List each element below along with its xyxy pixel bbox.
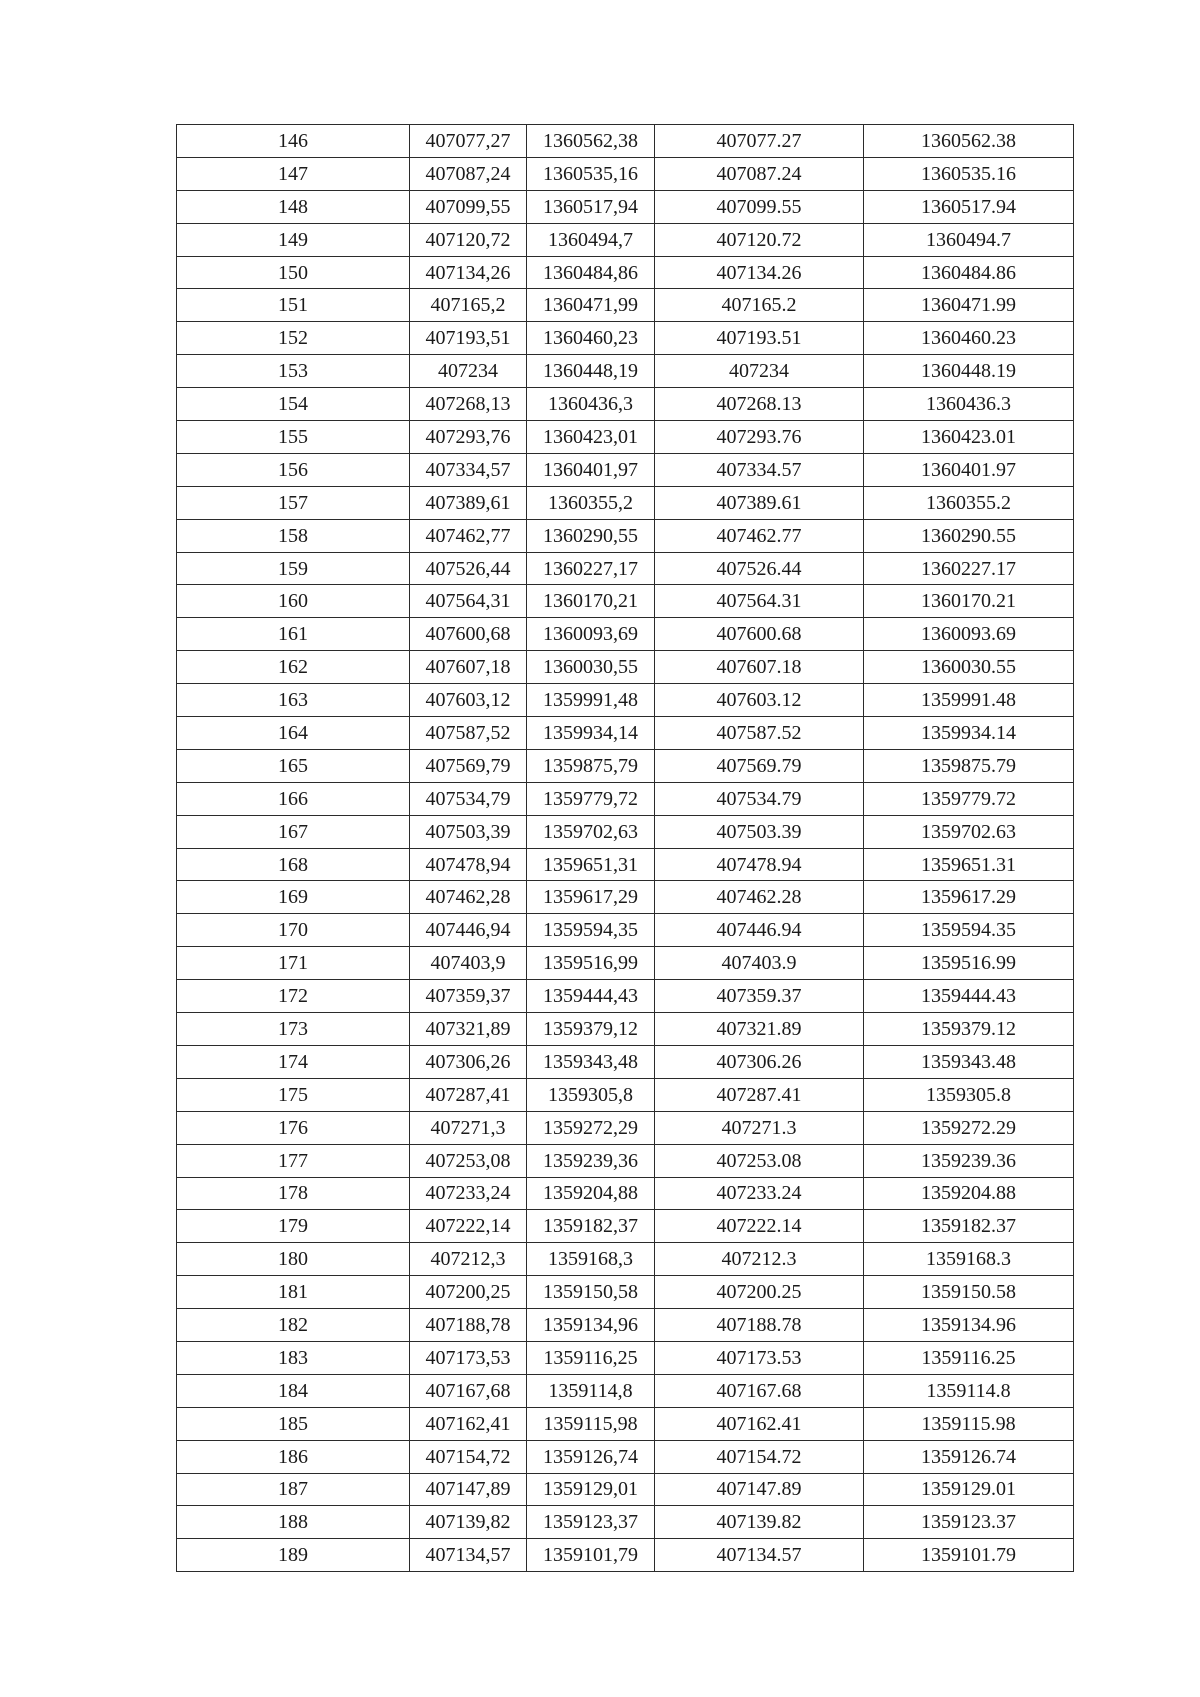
- x-comma-cell: 407359,37: [410, 980, 527, 1013]
- table-row: [177, 421, 1074, 454]
- table-row: [177, 1013, 1074, 1046]
- y-dot-cell: 1360355.2: [864, 486, 1074, 519]
- point-number-cell: 171: [177, 947, 410, 980]
- x-dot-cell: 407462.28: [655, 881, 864, 914]
- y-dot-cell: 1359239.36: [864, 1144, 1074, 1177]
- x-comma-cell: 407334,57: [410, 453, 527, 486]
- y-comma-cell: 1360093,69: [527, 618, 655, 651]
- y-comma-cell: 1360460,23: [527, 322, 655, 355]
- y-comma-cell: 1359617,29: [527, 881, 655, 914]
- x-dot-cell: 407193.51: [655, 322, 864, 355]
- x-dot-cell: 407087.24: [655, 157, 864, 190]
- point-number-cell: 157: [177, 486, 410, 519]
- x-comma-cell: 407077,27: [410, 125, 527, 158]
- y-dot-cell: 1359594.35: [864, 914, 1074, 947]
- x-dot-cell: 407462.77: [655, 519, 864, 552]
- point-number-cell: 185: [177, 1407, 410, 1440]
- x-dot-cell: 407147.89: [655, 1473, 864, 1506]
- x-dot-cell: 407287.41: [655, 1078, 864, 1111]
- point-number-cell: 182: [177, 1309, 410, 1342]
- y-dot-cell: 1360471.99: [864, 289, 1074, 322]
- y-dot-cell: 1359379.12: [864, 1013, 1074, 1046]
- point-number-cell: 147: [177, 157, 410, 190]
- y-comma-cell: 1359343,48: [527, 1045, 655, 1078]
- x-comma-cell: 407569,79: [410, 749, 527, 782]
- x-comma-cell: 407600,68: [410, 618, 527, 651]
- x-dot-cell: 407478.94: [655, 848, 864, 881]
- x-dot-cell: 407306.26: [655, 1045, 864, 1078]
- point-number-cell: 188: [177, 1506, 410, 1539]
- x-comma-cell: 407446,94: [410, 914, 527, 947]
- y-dot-cell: 1359114.8: [864, 1374, 1074, 1407]
- table-row: [177, 684, 1074, 717]
- point-number-cell: 156: [177, 453, 410, 486]
- table-row: [177, 1276, 1074, 1309]
- y-dot-cell: 1359875.79: [864, 749, 1074, 782]
- x-comma-cell: 407526,44: [410, 552, 527, 585]
- x-comma-cell: 407162,41: [410, 1407, 527, 1440]
- y-comma-cell: 1360423,01: [527, 421, 655, 454]
- x-comma-cell: 407173,53: [410, 1341, 527, 1374]
- table-row: [177, 749, 1074, 782]
- y-comma-cell: 1359305,8: [527, 1078, 655, 1111]
- x-dot-cell: 407099.55: [655, 190, 864, 223]
- x-comma-cell: 407587,52: [410, 717, 527, 750]
- y-dot-cell: 1360227.17: [864, 552, 1074, 585]
- x-dot-cell: 407253.08: [655, 1144, 864, 1177]
- y-comma-cell: 1359115,98: [527, 1407, 655, 1440]
- table-row: [177, 1243, 1074, 1276]
- table-row: [177, 1144, 1074, 1177]
- point-number-cell: 170: [177, 914, 410, 947]
- table-row: [177, 1341, 1074, 1374]
- coordinates-table-body: [177, 125, 1074, 1572]
- x-dot-cell: 407526.44: [655, 552, 864, 585]
- x-dot-cell: 407212.3: [655, 1243, 864, 1276]
- x-comma-cell: 407188,78: [410, 1309, 527, 1342]
- x-comma-cell: 407478,94: [410, 848, 527, 881]
- table-row: [177, 914, 1074, 947]
- point-number-cell: 148: [177, 190, 410, 223]
- x-comma-cell: 407534,79: [410, 782, 527, 815]
- point-number-cell: 154: [177, 388, 410, 421]
- y-dot-cell: 1360436.3: [864, 388, 1074, 421]
- y-dot-cell: 1359150.58: [864, 1276, 1074, 1309]
- x-comma-cell: 407234: [410, 355, 527, 388]
- y-comma-cell: 1360562,38: [527, 125, 655, 158]
- y-dot-cell: 1359305.8: [864, 1078, 1074, 1111]
- x-dot-cell: 407569.79: [655, 749, 864, 782]
- y-comma-cell: 1359991,48: [527, 684, 655, 717]
- x-dot-cell: 407564.31: [655, 585, 864, 618]
- x-dot-cell: 407139.82: [655, 1506, 864, 1539]
- point-number-cell: 180: [177, 1243, 410, 1276]
- y-comma-cell: 1360448,19: [527, 355, 655, 388]
- point-number-cell: 169: [177, 881, 410, 914]
- y-dot-cell: 1359516.99: [864, 947, 1074, 980]
- x-dot-cell: 407403.9: [655, 947, 864, 980]
- x-dot-cell: 407600.68: [655, 618, 864, 651]
- x-dot-cell: 407222.14: [655, 1210, 864, 1243]
- y-dot-cell: 1360170.21: [864, 585, 1074, 618]
- y-comma-cell: 1360471,99: [527, 289, 655, 322]
- x-dot-cell: 407167.68: [655, 1374, 864, 1407]
- y-dot-cell: 1359116.25: [864, 1341, 1074, 1374]
- point-number-cell: 186: [177, 1440, 410, 1473]
- y-dot-cell: 1360401.97: [864, 453, 1074, 486]
- x-comma-cell: 407603,12: [410, 684, 527, 717]
- table-row: [177, 125, 1074, 158]
- y-dot-cell: 1360460.23: [864, 322, 1074, 355]
- x-comma-cell: 407403,9: [410, 947, 527, 980]
- point-number-cell: 184: [177, 1374, 410, 1407]
- point-number-cell: 172: [177, 980, 410, 1013]
- y-comma-cell: 1359168,3: [527, 1243, 655, 1276]
- point-number-cell: 177: [177, 1144, 410, 1177]
- x-comma-cell: 407212,3: [410, 1243, 527, 1276]
- point-number-cell: 175: [177, 1078, 410, 1111]
- x-comma-cell: 407287,41: [410, 1078, 527, 1111]
- y-comma-cell: 1359101,79: [527, 1539, 655, 1572]
- table-row: [177, 717, 1074, 750]
- table-row: [177, 486, 1074, 519]
- y-comma-cell: 1360290,55: [527, 519, 655, 552]
- y-dot-cell: 1360517.94: [864, 190, 1074, 223]
- y-comma-cell: 1360401,97: [527, 453, 655, 486]
- x-comma-cell: 407120,72: [410, 223, 527, 256]
- table-row: [177, 1506, 1074, 1539]
- table-row: [177, 651, 1074, 684]
- y-comma-cell: 1360535,16: [527, 157, 655, 190]
- table-row: [177, 1374, 1074, 1407]
- x-dot-cell: 407359.37: [655, 980, 864, 1013]
- table-row: [177, 157, 1074, 190]
- point-number-cell: 165: [177, 749, 410, 782]
- table-row: [177, 1309, 1074, 1342]
- y-dot-cell: 1359343.48: [864, 1045, 1074, 1078]
- y-comma-cell: 1360227,17: [527, 552, 655, 585]
- point-number-cell: 187: [177, 1473, 410, 1506]
- point-number-cell: 166: [177, 782, 410, 815]
- x-dot-cell: 407534.79: [655, 782, 864, 815]
- x-dot-cell: 407233.24: [655, 1177, 864, 1210]
- table-row: [177, 519, 1074, 552]
- y-comma-cell: 1359204,88: [527, 1177, 655, 1210]
- point-number-cell: 160: [177, 585, 410, 618]
- y-comma-cell: 1359134,96: [527, 1309, 655, 1342]
- x-comma-cell: 407200,25: [410, 1276, 527, 1309]
- table-row: [177, 947, 1074, 980]
- y-dot-cell: 1359934.14: [864, 717, 1074, 750]
- x-comma-cell: 407503,39: [410, 815, 527, 848]
- table-row: [177, 1440, 1074, 1473]
- y-dot-cell: 1359168.3: [864, 1243, 1074, 1276]
- point-number-cell: 176: [177, 1111, 410, 1144]
- y-dot-cell: 1360030.55: [864, 651, 1074, 684]
- x-dot-cell: 407200.25: [655, 1276, 864, 1309]
- point-number-cell: 181: [177, 1276, 410, 1309]
- x-comma-cell: 407293,76: [410, 421, 527, 454]
- y-comma-cell: 1359444,43: [527, 980, 655, 1013]
- x-comma-cell: 407165,2: [410, 289, 527, 322]
- point-number-cell: 146: [177, 125, 410, 158]
- x-dot-cell: 407188.78: [655, 1309, 864, 1342]
- y-dot-cell: 1360484.86: [864, 256, 1074, 289]
- x-dot-cell: 407134.57: [655, 1539, 864, 1572]
- x-comma-cell: 407462,77: [410, 519, 527, 552]
- x-comma-cell: 407564,31: [410, 585, 527, 618]
- y-comma-cell: 1359126,74: [527, 1440, 655, 1473]
- y-dot-cell: 1359702.63: [864, 815, 1074, 848]
- y-dot-cell: 1360562.38: [864, 125, 1074, 158]
- x-dot-cell: 407162.41: [655, 1407, 864, 1440]
- point-number-cell: 183: [177, 1341, 410, 1374]
- x-dot-cell: 407077.27: [655, 125, 864, 158]
- table-row: [177, 289, 1074, 322]
- x-dot-cell: 407503.39: [655, 815, 864, 848]
- y-comma-cell: 1360517,94: [527, 190, 655, 223]
- y-dot-cell: 1359617.29: [864, 881, 1074, 914]
- x-comma-cell: 407193,51: [410, 322, 527, 355]
- y-dot-cell: 1360290.55: [864, 519, 1074, 552]
- table-row: [177, 1177, 1074, 1210]
- y-comma-cell: 1359594,35: [527, 914, 655, 947]
- y-comma-cell: 1360170,21: [527, 585, 655, 618]
- y-dot-cell: 1359126.74: [864, 1440, 1074, 1473]
- coordinates-table: [176, 124, 1074, 1572]
- table-row: [177, 1111, 1074, 1144]
- point-number-cell: 168: [177, 848, 410, 881]
- x-dot-cell: 407389.61: [655, 486, 864, 519]
- table-row: [177, 1407, 1074, 1440]
- point-number-cell: 149: [177, 223, 410, 256]
- x-dot-cell: 407603.12: [655, 684, 864, 717]
- point-number-cell: 173: [177, 1013, 410, 1046]
- y-dot-cell: 1360423.01: [864, 421, 1074, 454]
- x-dot-cell: 407173.53: [655, 1341, 864, 1374]
- y-comma-cell: 1359272,29: [527, 1111, 655, 1144]
- point-number-cell: 163: [177, 684, 410, 717]
- table-row: [177, 552, 1074, 585]
- table-row: [177, 585, 1074, 618]
- point-number-cell: 159: [177, 552, 410, 585]
- y-dot-cell: 1360093.69: [864, 618, 1074, 651]
- x-dot-cell: 407334.57: [655, 453, 864, 486]
- table-row: [177, 1045, 1074, 1078]
- y-dot-cell: 1359444.43: [864, 980, 1074, 1013]
- x-comma-cell: 407167,68: [410, 1374, 527, 1407]
- y-dot-cell: 1360494.7: [864, 223, 1074, 256]
- y-dot-cell: 1359129.01: [864, 1473, 1074, 1506]
- y-dot-cell: 1359779.72: [864, 782, 1074, 815]
- x-dot-cell: 407120.72: [655, 223, 864, 256]
- x-comma-cell: 407306,26: [410, 1045, 527, 1078]
- y-dot-cell: 1359991.48: [864, 684, 1074, 717]
- point-number-cell: 150: [177, 256, 410, 289]
- x-dot-cell: 407134.26: [655, 256, 864, 289]
- y-comma-cell: 1359123,37: [527, 1506, 655, 1539]
- table-row: [177, 223, 1074, 256]
- x-comma-cell: 407134,57: [410, 1539, 527, 1572]
- x-comma-cell: 407233,24: [410, 1177, 527, 1210]
- y-comma-cell: 1359114,8: [527, 1374, 655, 1407]
- point-number-cell: 153: [177, 355, 410, 388]
- point-number-cell: 179: [177, 1210, 410, 1243]
- x-dot-cell: 407587.52: [655, 717, 864, 750]
- x-comma-cell: 407607,18: [410, 651, 527, 684]
- point-number-cell: 158: [177, 519, 410, 552]
- table-row: [177, 782, 1074, 815]
- table-row: [177, 190, 1074, 223]
- x-dot-cell: 407271.3: [655, 1111, 864, 1144]
- table-row: [177, 815, 1074, 848]
- x-comma-cell: 407147,89: [410, 1473, 527, 1506]
- x-comma-cell: 407134,26: [410, 256, 527, 289]
- y-dot-cell: 1359115.98: [864, 1407, 1074, 1440]
- x-dot-cell: 407321.89: [655, 1013, 864, 1046]
- table-row: [177, 618, 1074, 651]
- x-dot-cell: 407234: [655, 355, 864, 388]
- point-number-cell: 162: [177, 651, 410, 684]
- x-dot-cell: 407607.18: [655, 651, 864, 684]
- y-comma-cell: 1359239,36: [527, 1144, 655, 1177]
- table-row: [177, 848, 1074, 881]
- y-comma-cell: 1359150,58: [527, 1276, 655, 1309]
- y-dot-cell: 1360448.19: [864, 355, 1074, 388]
- x-comma-cell: 407099,55: [410, 190, 527, 223]
- y-dot-cell: 1359272.29: [864, 1111, 1074, 1144]
- x-comma-cell: 407222,14: [410, 1210, 527, 1243]
- y-dot-cell: 1360535.16: [864, 157, 1074, 190]
- y-dot-cell: 1359134.96: [864, 1309, 1074, 1342]
- y-dot-cell: 1359651.31: [864, 848, 1074, 881]
- point-number-cell: 161: [177, 618, 410, 651]
- y-comma-cell: 1359934,14: [527, 717, 655, 750]
- table-row: [177, 881, 1074, 914]
- point-number-cell: 152: [177, 322, 410, 355]
- x-comma-cell: 407087,24: [410, 157, 527, 190]
- x-dot-cell: 407165.2: [655, 289, 864, 322]
- y-comma-cell: 1359651,31: [527, 848, 655, 881]
- y-comma-cell: 1359779,72: [527, 782, 655, 815]
- table-row: [177, 980, 1074, 1013]
- y-comma-cell: 1359379,12: [527, 1013, 655, 1046]
- x-comma-cell: 407154,72: [410, 1440, 527, 1473]
- x-dot-cell: 407268.13: [655, 388, 864, 421]
- table-row: [177, 256, 1074, 289]
- table-row: [177, 1473, 1074, 1506]
- y-comma-cell: 1359516,99: [527, 947, 655, 980]
- y-dot-cell: 1359123.37: [864, 1506, 1074, 1539]
- x-dot-cell: 407293.76: [655, 421, 864, 454]
- y-comma-cell: 1360436,3: [527, 388, 655, 421]
- x-comma-cell: 407139,82: [410, 1506, 527, 1539]
- y-comma-cell: 1359129,01: [527, 1473, 655, 1506]
- y-comma-cell: 1359182,37: [527, 1210, 655, 1243]
- x-comma-cell: 407253,08: [410, 1144, 527, 1177]
- point-number-cell: 151: [177, 289, 410, 322]
- table-row: [177, 388, 1074, 421]
- y-comma-cell: 1359702,63: [527, 815, 655, 848]
- y-dot-cell: 1359101.79: [864, 1539, 1074, 1572]
- y-comma-cell: 1359116,25: [527, 1341, 655, 1374]
- table-row: [177, 355, 1074, 388]
- x-comma-cell: 407271,3: [410, 1111, 527, 1144]
- point-number-cell: 164: [177, 717, 410, 750]
- point-number-cell: 178: [177, 1177, 410, 1210]
- y-comma-cell: 1359875,79: [527, 749, 655, 782]
- table-row: [177, 453, 1074, 486]
- x-comma-cell: 407321,89: [410, 1013, 527, 1046]
- y-comma-cell: 1360030,55: [527, 651, 655, 684]
- x-comma-cell: 407268,13: [410, 388, 527, 421]
- table-row: [177, 1539, 1074, 1572]
- point-number-cell: 155: [177, 421, 410, 454]
- x-comma-cell: 407462,28: [410, 881, 527, 914]
- point-number-cell: 167: [177, 815, 410, 848]
- y-comma-cell: 1360355,2: [527, 486, 655, 519]
- point-number-cell: 174: [177, 1045, 410, 1078]
- y-dot-cell: 1359204.88: [864, 1177, 1074, 1210]
- point-number-cell: 189: [177, 1539, 410, 1572]
- x-dot-cell: 407446.94: [655, 914, 864, 947]
- x-comma-cell: 407389,61: [410, 486, 527, 519]
- table-row: [177, 1210, 1074, 1243]
- y-dot-cell: 1359182.37: [864, 1210, 1074, 1243]
- table-row: [177, 322, 1074, 355]
- y-comma-cell: 1360484,86: [527, 256, 655, 289]
- y-comma-cell: 1360494,7: [527, 223, 655, 256]
- x-dot-cell: 407154.72: [655, 1440, 864, 1473]
- table-row: [177, 1078, 1074, 1111]
